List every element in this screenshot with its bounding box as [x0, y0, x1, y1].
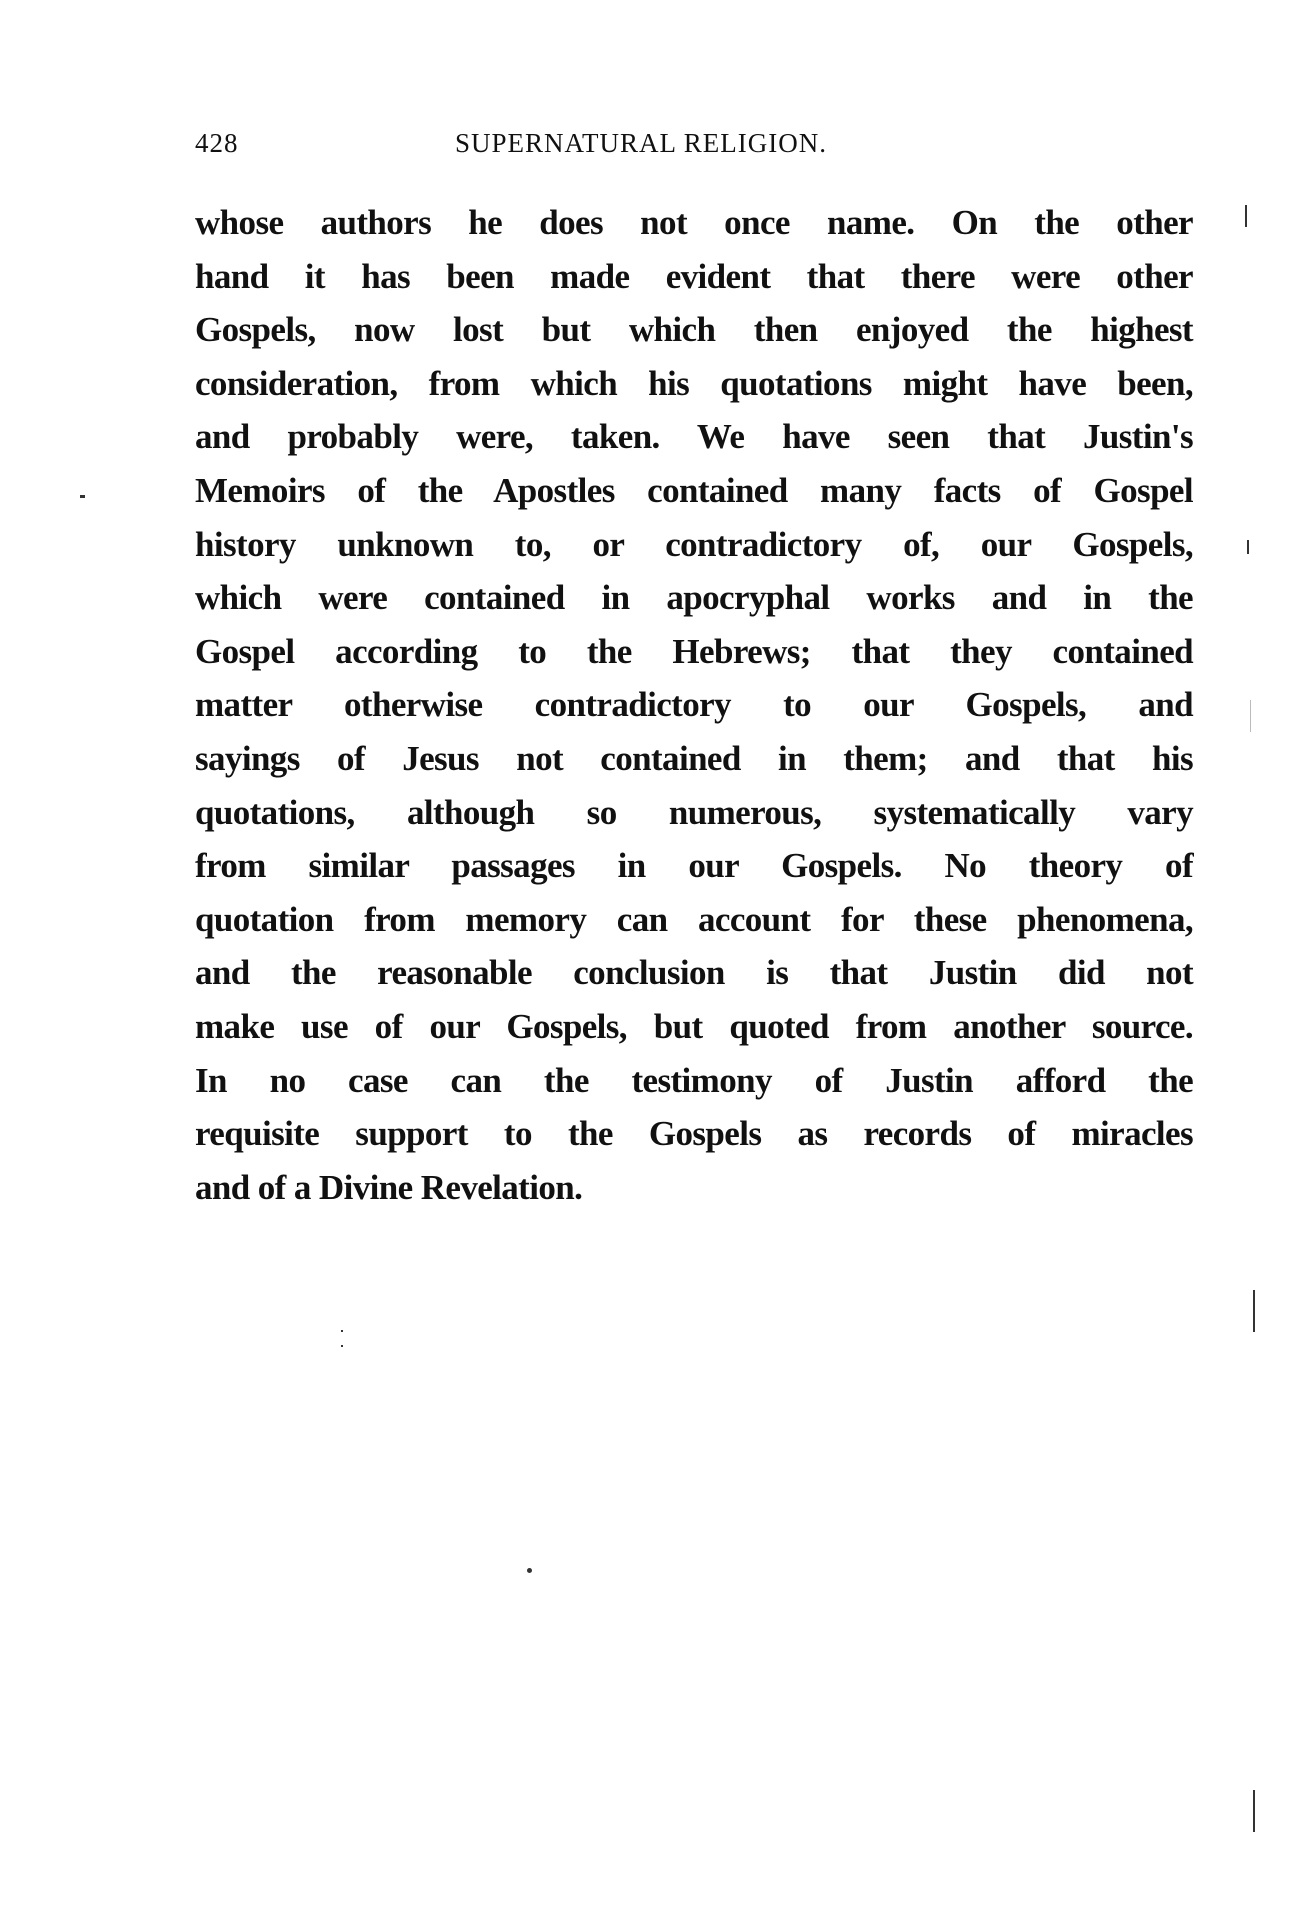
text-line: Gospel according to the Hebrews; that they contained	[195, 631, 1193, 671]
text-line: which were contained in apocryphal works and in the	[195, 578, 1193, 618]
text-line: matter otherwise contradictory to our Gospels, and	[195, 685, 1193, 725]
text-line: consideration, from which his quotations might have been,	[195, 363, 1193, 403]
running-title: SUPERNATURAL RELIGION.	[455, 128, 827, 158]
text-line: quotations, although so numerous, systematically vary	[195, 792, 1193, 832]
text-line: hand it has been made evident that there were other	[195, 256, 1193, 296]
text-line: and the reasonable conclusion is that Justin did not	[195, 953, 1193, 993]
text-line: make use of our Gospels, but quoted from another source.	[195, 1006, 1193, 1046]
page-number: 428	[195, 128, 239, 158]
text-line: sayings of Jesus not contained in them; and that his	[195, 738, 1193, 778]
scan-speck	[1253, 1790, 1255, 1832]
scan-speck	[1245, 205, 1247, 227]
text-line: quotation from memory can account for these phenomena,	[195, 899, 1193, 939]
scan-speck	[341, 1345, 343, 1347]
scan-speck	[1253, 1290, 1255, 1332]
text-line: Gospels, now lost but which then enjoyed the highest	[195, 310, 1193, 350]
text-line: and probably were, taken. We have seen that Justin's	[195, 417, 1193, 457]
body-text	[195, 196, 1193, 1214]
text-line: from similar passages in our Gospels. No theory of	[195, 846, 1193, 886]
text-line: requisite support to the Gospels as records of miracles	[195, 1114, 1193, 1154]
scan-speck	[1247, 540, 1249, 554]
text-line: Memoirs of the Apostles contained many facts of Gospel	[195, 470, 1193, 510]
scan-speck	[1250, 700, 1251, 732]
scan-speck	[341, 1330, 343, 1332]
text-line: In no case can the testimony of Justin afford the	[195, 1060, 1193, 1100]
scan-speck	[527, 1568, 532, 1573]
running-header	[195, 128, 1193, 168]
scan-speck	[80, 495, 85, 498]
text-line: whose authors he does not once name. On the other	[195, 203, 1193, 242]
text-line: history unknown to, or contradictory of, our Gospels,	[195, 524, 1193, 564]
text-line: and of a Divine Revelation.	[195, 1167, 583, 1207]
